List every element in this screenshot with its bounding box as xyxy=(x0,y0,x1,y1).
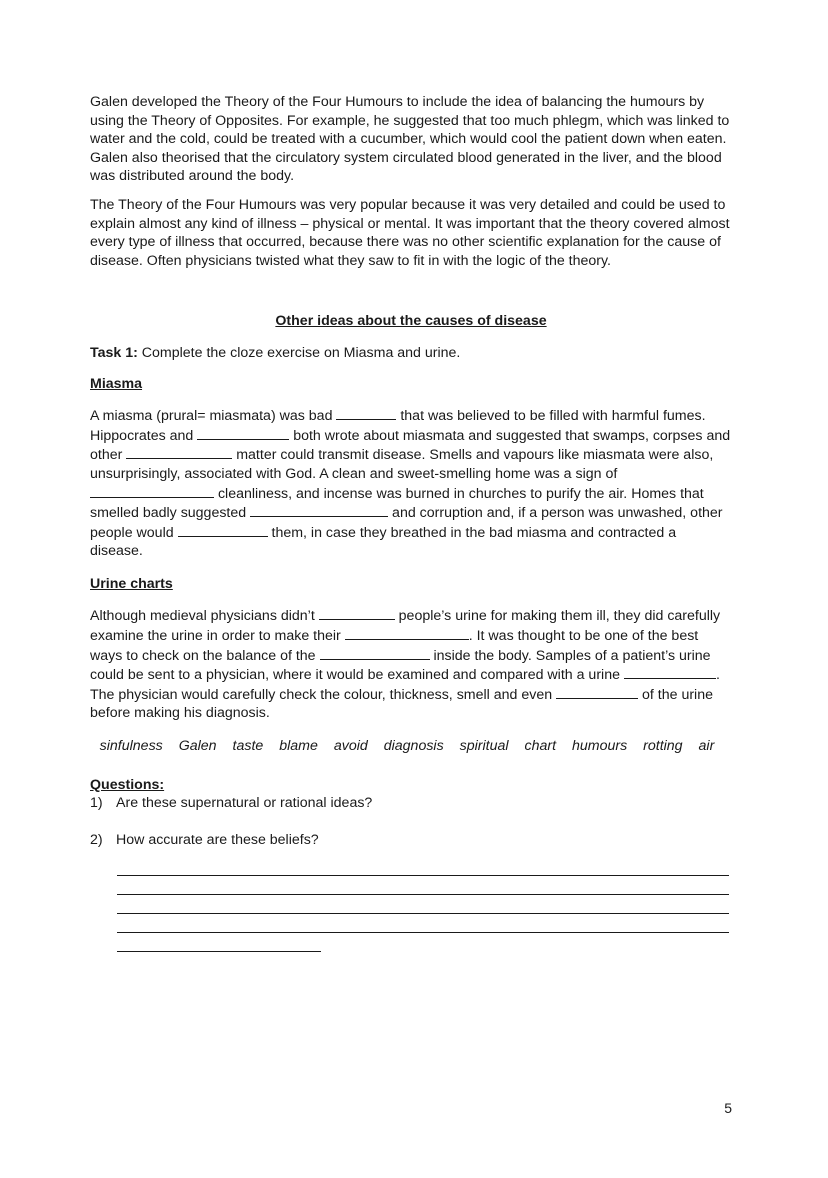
word-bank-item: taste xyxy=(232,738,264,755)
word-bank-item: spiritual xyxy=(459,738,509,755)
paragraph-theory-popularity: The Theory of the Four Humours was very popular because it was very detailed and could be used to explain almost any kind of illness – physical or mental. It was important that the theory covered almost every type of illness that occurred, because there was no other scientific explanation for the cause of disease. Often physicians twisted what they saw to fit in with the logic of the theory. xyxy=(90,196,730,269)
cloze-text-segment: that was believed to be filled with harmful fumes. Hippocrates and xyxy=(90,408,706,444)
word-bank-item: blame xyxy=(279,738,318,755)
cloze-text-segment: and corruption and, if a person was unwashed, other people would xyxy=(90,505,723,541)
answer-line[interactable] xyxy=(117,933,321,952)
cloze-blank[interactable] xyxy=(197,426,289,440)
cloze-text-segment: . The physician would carefully check the colour, thickness, smell and even xyxy=(90,667,720,703)
cloze-text-segment: both wrote about miasmata and suggested that swamps, corpses and other xyxy=(90,427,731,464)
section-heading: Other ideas about the causes of disease xyxy=(275,313,547,330)
questions-heading: Questions: xyxy=(90,776,165,793)
word-bank-item: diagnosis xyxy=(383,738,444,755)
question-1 xyxy=(90,794,732,813)
answer-lines xyxy=(117,857,732,952)
cloze-text-segment: of the urine before making his diagnosis. xyxy=(90,686,713,722)
cloze-blank[interactable] xyxy=(556,685,638,699)
word-bank-item: avoid xyxy=(333,738,368,755)
urine-cloze-text xyxy=(90,606,732,723)
cloze-text-segment: A miasma (prural= miasmata) was bad xyxy=(90,408,337,425)
urine-charts-heading: Urine charts xyxy=(90,575,173,592)
word-bank xyxy=(90,737,724,756)
cloze-text-segment: them, in case they breathed in the bad miasma and contracted a disease. xyxy=(90,524,677,560)
question-number: 2) xyxy=(90,831,103,848)
cloze-blank[interactable] xyxy=(126,445,232,459)
answer-line[interactable] xyxy=(117,914,729,933)
task-label: Task 1: xyxy=(90,344,138,361)
word-bank-item: humours xyxy=(571,738,628,755)
cloze-blank[interactable] xyxy=(178,523,268,537)
miasma-heading: Miasma xyxy=(90,375,143,392)
cloze-text-segment: . It was thought to be one of the best ways to check on the balance of the xyxy=(90,628,699,664)
task-instruction xyxy=(90,344,732,363)
miasma-cloze-text xyxy=(90,406,732,561)
answer-line[interactable] xyxy=(117,857,729,876)
task-text: Complete the cloze exercise on Miasma and urine. xyxy=(137,344,461,361)
question-2 xyxy=(90,831,732,850)
cloze-blank[interactable] xyxy=(345,626,469,640)
word-bank-item: chart xyxy=(524,738,557,755)
answer-line[interactable] xyxy=(117,876,729,895)
question-text: How accurate are these beliefs? xyxy=(116,831,319,848)
cloze-text-segment: matter could transmit disease. Smells and vapours like miasmata were also, unsurprisingly, associated with God. A clean and sweet-smelling home was a sign of xyxy=(90,447,714,482)
word-bank-item: air xyxy=(698,738,715,755)
cloze-text-segment: Although medieval physicians didn’t xyxy=(90,608,319,625)
worksheet-page xyxy=(90,93,732,952)
page-number: 5 xyxy=(724,1100,732,1116)
word-bank-item: rotting xyxy=(643,738,683,755)
cloze-blank[interactable] xyxy=(336,406,396,420)
cloze-blank[interactable] xyxy=(319,606,395,620)
cloze-blank[interactable] xyxy=(624,665,716,679)
cloze-blank[interactable] xyxy=(90,484,214,498)
answer-line[interactable] xyxy=(117,895,729,914)
word-bank-item: Galen xyxy=(178,738,217,755)
paragraph-galen-humours: Galen developed the Theory of the Four Humours to include the idea of balancing the humours by using the Theory of Opposites. For example, he suggested that too much phlegm, which was linked to water and the cold, could be treated with a cucumber, which would cool the patient down when eaten. Galen also theorised that the circulatory system circulated blood generated in the liver, and the blood was distributed around the body. xyxy=(90,94,730,185)
question-text: Are these supernatural or rational ideas? xyxy=(116,795,373,812)
cloze-text-segment: cleanliness, and incense was burned in churches to purify the air. Homes that smelled badly suggested xyxy=(90,485,704,522)
cloze-blank[interactable] xyxy=(320,646,430,660)
cloze-text-segment: people’s urine for making them ill, they did carefully examine the urine in order to make their xyxy=(90,608,721,645)
cloze-blank[interactable] xyxy=(250,503,388,517)
question-number: 1) xyxy=(90,795,103,812)
cloze-text-segment: inside the body. Samples of a patient’s urine could be sent to a physician, where it would be examined and compared with a urine xyxy=(90,647,711,684)
word-bank-item: sinfulness xyxy=(99,738,163,755)
